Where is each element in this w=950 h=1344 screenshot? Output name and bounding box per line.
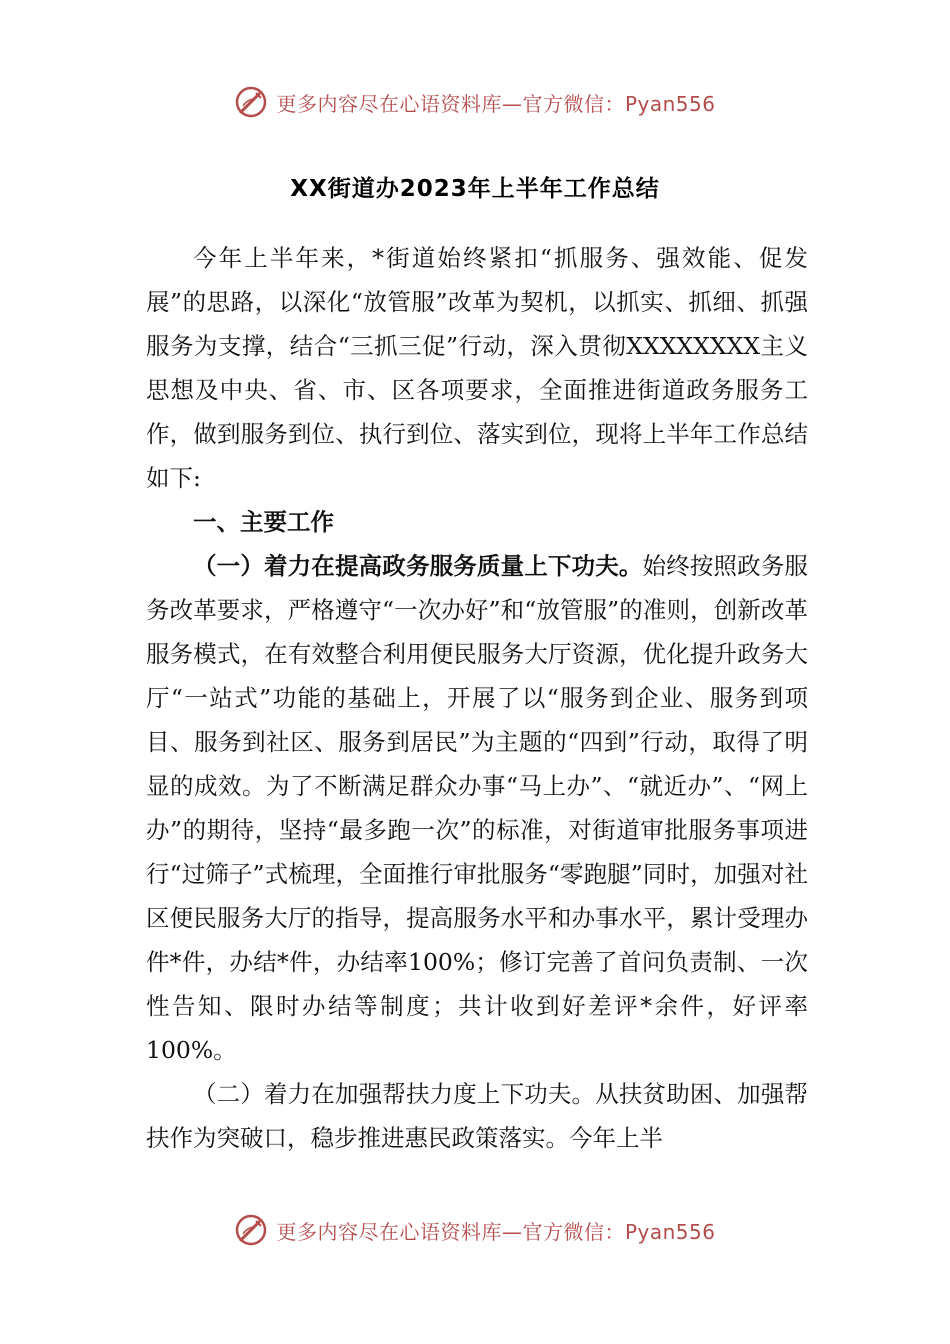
footer-watermark xyxy=(0,1208,950,1252)
subsection-1-body: 始终按照政务服务改革要求，严格遵守“一次办好”和“放管服”的准则，创新改革服务模式，在有效整合利用便民服务大厅资源，优化提升政务大厅“一站式”功能的基础上，开展了以“服务到企业、服务到项目、服务到社区、服务到居民”为主题的“四到”行动，取得了明显的成效。为了不断满足群众办事“马上办”、“就近办”、“网上办”的期待，坚持“最多跑一次”的标准，对街道审批服务事项进行“过筛子”式梳理，全面推行审批服务“零跑腿”同时，加强对社区便民服务大厅的指导，提高服务水平和办事水平，累计受理办件*件，办结*件，办结率100%；修订完善了首问负责制、一次性告知、限时办结等制度；共计收到好差评*余件，好评率100%。 xyxy=(146,552,809,1064)
section-heading: 一、主要工作 xyxy=(193,508,334,536)
watermark-text: 更多内容尽在心语资料库—官方微信：Pyan556 xyxy=(276,1219,716,1244)
intro-paragraph: 今年上半年来，*街道始终紧扣“抓服务、强效能、促发展”的思路，以深化“放管服”改革为契机，以抓实、抓细、抓强服务为支撑，结合“三抓三促”行动，深入贯彻XXXXXXXX主义思想及中央、省、市、区各项要求，全面推进街道政务服务工作，做到服务到位、执行到位、落实到位，现将上半年工作总结如下: xyxy=(146,244,808,492)
subsection-1-paragraph xyxy=(146,544,808,1072)
document-body xyxy=(146,236,808,1160)
subsection-1-lead: （一）着力在提高政务服务质量上下功夫。 xyxy=(193,552,643,580)
document-title: XX街道办2023年上半年工作总结 xyxy=(290,176,660,202)
pen-logo-icon xyxy=(234,85,268,119)
pen-logo-icon xyxy=(234,1213,268,1247)
subsection-2-paragraph: （二）着力在加强帮扶力度上下功夫。从扶贫助困、加强帮扶作为突破口，稳步推进惠民政策落实。今年上半 xyxy=(146,1080,808,1152)
header-watermark xyxy=(0,80,950,124)
watermark-text: 更多内容尽在心语资料库—官方微信：Pyan556 xyxy=(276,91,716,116)
